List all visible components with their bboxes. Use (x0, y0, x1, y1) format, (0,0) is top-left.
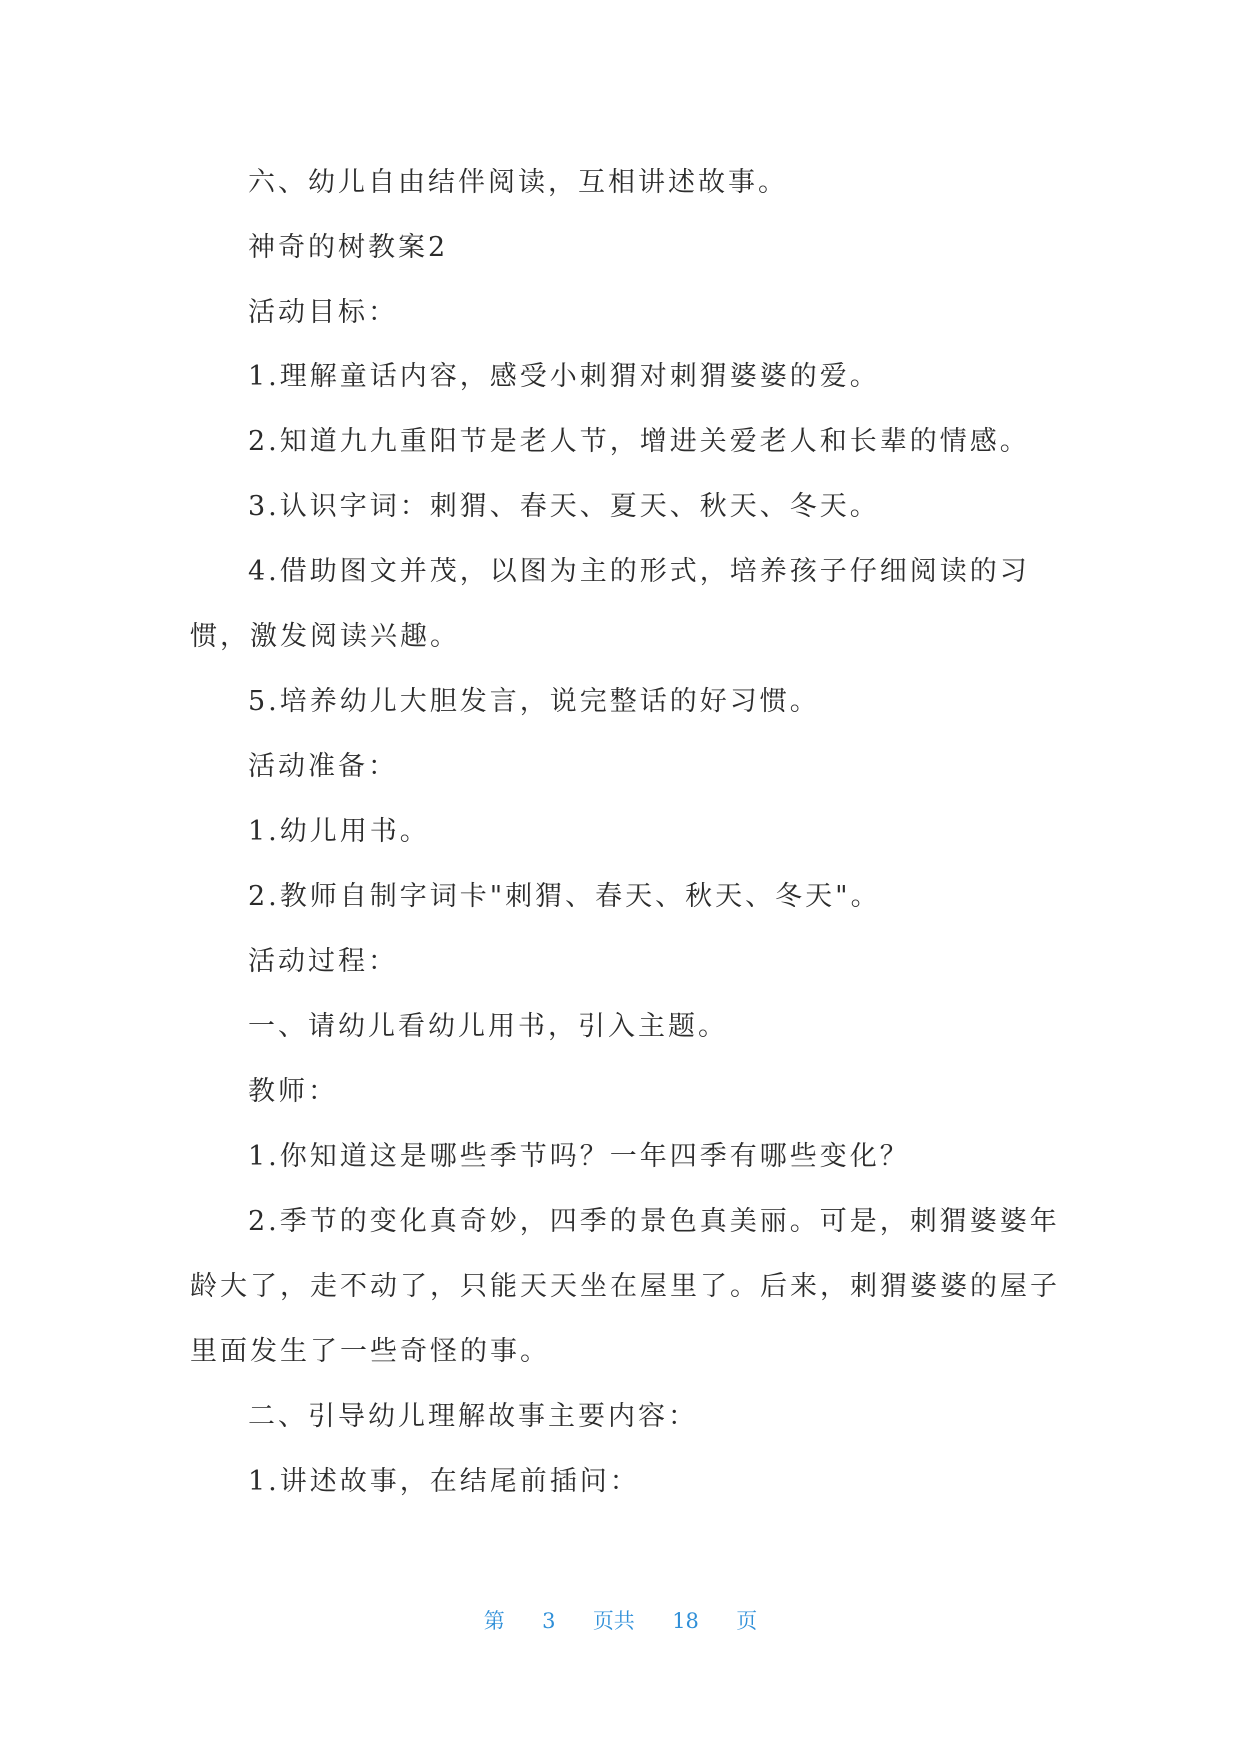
page-footer (0, 1605, 1241, 1635)
paragraph-line: 1.幼儿用书。 (248, 816, 430, 847)
paragraph-line: 1.理解童话内容，感受小刺猬对刺猬婆婆的爱。 (248, 361, 880, 392)
paragraph-line: 3.认识字词：刺猬、春天、夏天、秋天、冬天。 (248, 491, 880, 522)
footer-suffix: 页 (736, 1609, 758, 1633)
paragraph-line: 龄大了，走不动了，只能天天坐在屋里了。后来，刺猬婆婆的屋子 (190, 1271, 1060, 1302)
paragraph-line: 2.教师自制字词卡"刺猬、春天、秋天、冬天"。 (248, 881, 881, 912)
paragraph-line: 教师： (248, 1076, 338, 1107)
paragraph-line: 惯，激发阅读兴趣。 (190, 621, 460, 652)
heading-process: 活动过程： (248, 946, 398, 977)
heading-objectives: 活动目标： (248, 297, 398, 328)
heading-preparation: 活动准备： (248, 751, 398, 782)
total-pages-number: 18 (672, 1609, 699, 1633)
section-title: 神奇的树教案2 (248, 232, 449, 263)
paragraph-line: 1.你知道这是哪些季节吗？一年四季有哪些变化？ (248, 1141, 910, 1172)
paragraph-line: 里面发生了一些奇怪的事。 (190, 1336, 550, 1367)
paragraph-line: 2.知道九九重阳节是老人节，增进关爱老人和长辈的情感。 (248, 426, 1030, 457)
paragraph-line: 二、引导幼儿理解故事主要内容： (248, 1401, 698, 1432)
paragraph-line: 5.培养幼儿大胆发言，说完整话的好习惯。 (248, 686, 820, 717)
paragraph-line: 4.借助图文并茂，以图为主的形式，培养孩子仔细阅读的习 (248, 556, 1030, 587)
paragraph-line: 2.季节的变化真奇妙，四季的景色真美丽。可是，刺猬婆婆年 (248, 1206, 1060, 1237)
current-page-number: 3 (542, 1609, 556, 1633)
paragraph-line: 一、请幼儿看幼儿用书，引入主题。 (248, 1011, 728, 1042)
footer-prefix: 第 (483, 1609, 505, 1633)
footer-middle: 页共 (592, 1609, 635, 1633)
paragraph-line: 1.讲述故事，在结尾前插问： (248, 1466, 640, 1497)
paragraph-line: 六、幼儿自由结伴阅读，互相讲述故事。 (248, 167, 788, 198)
